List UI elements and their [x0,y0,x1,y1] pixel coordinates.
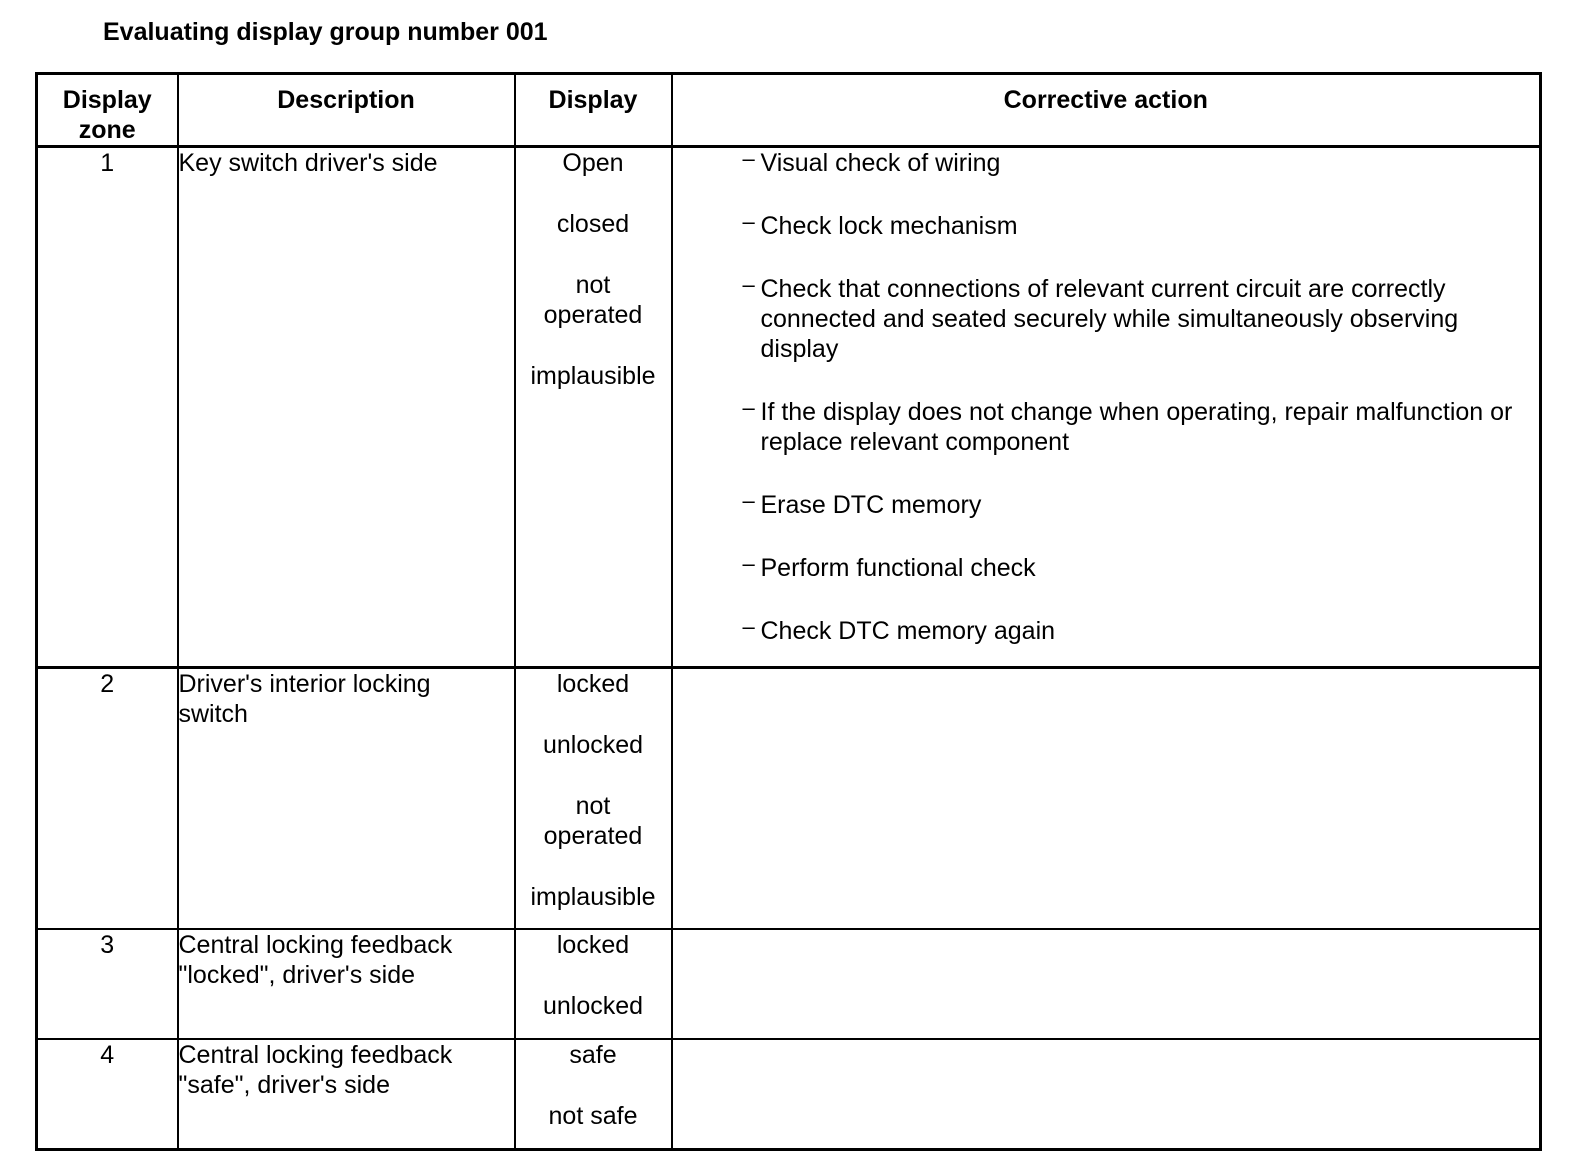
description-cell [178,929,515,1039]
display-value: locked [556,931,630,959]
display-value: safe [569,1041,617,1069]
display-value: locked [556,670,630,698]
display-group-table [35,72,1542,1151]
display-value: not operated [543,792,643,850]
description-text: Central locking feedback "safe", driver's side [178,1041,453,1099]
zone-cell: 2 [37,668,178,930]
display-value: unlocked [542,731,644,759]
display-cell [515,1039,672,1150]
zone-cell: 1 [37,147,178,668]
display-value: Open [562,149,624,177]
description-cell [178,668,515,930]
list-item [741,553,1526,583]
header-description: Description [178,74,515,147]
table-row [37,929,1541,1039]
table-row [37,668,1541,930]
zone-cell: 3 [37,929,178,1039]
header-corrective-action: Corrective action [672,74,1541,147]
action-text: Check DTC memory again [760,617,1056,645]
action-text: Visual check of wiring [760,149,1001,177]
dash-bullet-icon: – [742,614,755,639]
display-value: implausible [530,883,656,911]
header-display: Display [515,74,672,147]
action-text: Check that connections of relevant current circuit are correctly connected and seated securely while simultaneously observing display [760,275,1459,363]
description-cell [178,1039,515,1150]
description-text: Driver's interior locking switch [178,670,431,728]
list-item [741,148,1526,178]
list-item [741,211,1526,241]
dash-bullet-icon: – [742,209,755,234]
table-row [37,1039,1541,1150]
display-cell [515,929,672,1039]
display-value: implausible [530,362,656,390]
corrective-action-cell [672,929,1541,1039]
display-cell [515,147,672,668]
header-display-zone-label: Display zone [62,86,152,144]
display-cell [515,668,672,930]
list-item [741,397,1526,457]
display-value: not operated [543,271,643,329]
display-value: not safe [548,1102,638,1130]
list-item [741,490,1526,520]
list-item [741,274,1526,364]
corrective-action-list [673,148,1540,646]
header-row [37,74,1541,147]
action-text: Erase DTC memory [760,491,982,519]
dash-bullet-icon: – [742,395,755,420]
description-text: Central locking feedback "locked", driver's side [178,931,453,989]
page-title: Evaluating display group number 001 [103,18,548,46]
action-text: Perform functional check [760,554,1036,582]
action-text: If the display does not change when operating, repair malfunction or replace relevant component [760,398,1513,456]
corrective-action-cell [672,668,1541,930]
list-item [741,616,1526,646]
dash-bullet-icon: – [742,488,755,513]
action-text: Check lock mechanism [760,212,1018,240]
display-value: unlocked [542,992,644,1020]
display-value: closed [556,210,630,238]
dash-bullet-icon: – [742,146,755,171]
corrective-action-cell [672,1039,1541,1150]
header-display-zone [37,74,178,147]
dash-bullet-icon: – [742,272,755,297]
zone-cell: 4 [37,1039,178,1150]
table-row [37,147,1541,668]
dash-bullet-icon: – [742,551,755,576]
corrective-action-cell [672,147,1541,668]
description-cell: Key switch driver's side [178,147,515,668]
